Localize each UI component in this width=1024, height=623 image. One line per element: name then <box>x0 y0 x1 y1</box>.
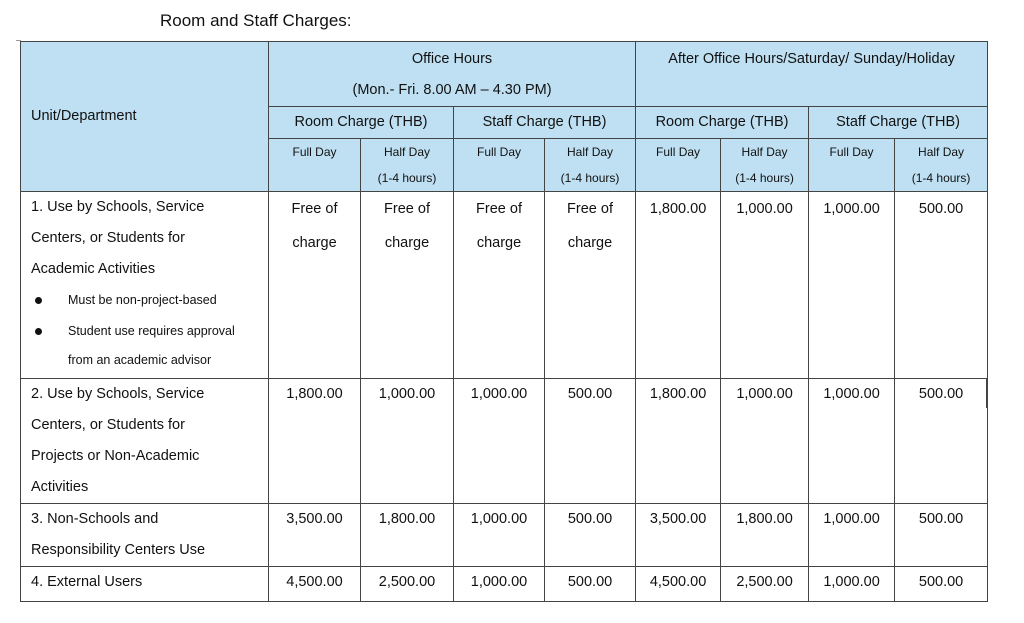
divider <box>986 378 987 408</box>
cell-text: Free of <box>384 201 430 217</box>
cell-value: 2,500.00 <box>721 567 809 602</box>
row-label-line: Centers, or Students for <box>31 230 185 246</box>
cell-value: 500.00 <box>895 192 988 379</box>
half-day-hours: (1-4 hours) <box>560 171 620 185</box>
header-unit-label: Unit/Department <box>31 108 137 124</box>
half-day-label: Half Day <box>918 145 965 159</box>
row-label-line: 4. External Users <box>31 574 143 590</box>
header-after-hours <box>636 42 988 107</box>
cell-text: Free of <box>476 201 522 217</box>
cell-text: Free of <box>567 201 613 217</box>
table-row <box>21 504 988 567</box>
cell-value <box>454 192 545 379</box>
cell-value: 500.00 <box>895 504 988 567</box>
header-full-day <box>454 139 545 192</box>
header-row-periods <box>21 42 988 107</box>
half-day-label: Half Day <box>383 145 430 159</box>
cell-value: 1,000.00 <box>454 504 545 567</box>
cell-value: 4,500.00 <box>636 567 721 602</box>
cell-value: 1,800.00 <box>636 192 721 379</box>
table-row <box>21 567 988 602</box>
cell-text: Free of <box>291 201 338 217</box>
row-label-line: Centers, or Students for <box>31 417 185 433</box>
page-title: Room and Staff Charges: <box>160 11 352 30</box>
cell-text: charge <box>292 235 337 251</box>
full-day-label: Full Day <box>292 145 337 159</box>
row-label-line: 2. Use by Schools, Service <box>31 386 205 402</box>
cell-value: 4,500.00 <box>269 567 361 602</box>
header-full-day <box>636 139 721 192</box>
cell-value: 1,000.00 <box>721 379 809 504</box>
row-label <box>21 379 269 504</box>
header-room-charge: Room Charge (THB) <box>269 107 454 139</box>
header-staff-charge: Staff Charge (THB) <box>454 107 636 139</box>
row-label-line: Activities <box>31 479 89 495</box>
table-row <box>21 192 988 379</box>
bullet-icon <box>35 297 42 304</box>
list-item <box>21 285 268 316</box>
row-label <box>21 567 269 602</box>
charges-table <box>20 41 988 602</box>
list-item <box>21 316 268 347</box>
header-staff-charge-after: Staff Charge (THB) <box>809 107 988 139</box>
cell-value: 3,500.00 <box>269 504 361 567</box>
cell-text: charge <box>476 235 522 251</box>
row-label <box>21 192 269 379</box>
cell-value: 2,500.00 <box>361 567 454 602</box>
office-hours-times: (Mon.- Fri. 8.00 AM – 4.30 PM) <box>352 82 552 98</box>
half-day-hours: (1-4 hours) <box>377 171 437 185</box>
full-day-label: Full Day <box>656 145 701 159</box>
header-full-day <box>269 139 361 192</box>
bullet-text: from an academic advisor <box>68 353 212 367</box>
header-half-day <box>545 139 636 192</box>
cell-value <box>361 192 454 379</box>
half-day-hours: (1-4 hours) <box>911 171 971 185</box>
list-item <box>21 347 268 373</box>
cell-value: 1,800.00 <box>636 379 721 504</box>
cell-value: 1,000.00 <box>809 504 895 567</box>
header-full-day <box>809 139 895 192</box>
cell-value: 1,800.00 <box>361 504 454 567</box>
row-label-line: 1. Use by Schools, Service <box>31 199 205 215</box>
cell-value: 500.00 <box>895 379 988 504</box>
cell-value <box>545 192 636 379</box>
row-label-line: Academic Activities <box>31 261 156 277</box>
cell-value <box>269 192 361 379</box>
cell-value: 1,000.00 <box>721 192 809 379</box>
row-label <box>21 504 269 567</box>
cell-value: 1,000.00 <box>809 379 895 504</box>
cell-value: 500.00 <box>545 504 636 567</box>
full-day-label: Full Day <box>829 145 874 159</box>
header-half-day <box>895 139 988 192</box>
table-row <box>21 379 988 504</box>
header-room-charge-after: Room Charge (THB) <box>636 107 809 139</box>
row-label-line: 3. Non-Schools and <box>31 511 159 527</box>
cell-value: 500.00 <box>545 379 636 504</box>
cell-text: charge <box>567 235 613 251</box>
bullet-icon <box>35 328 42 335</box>
header-half-day <box>721 139 809 192</box>
cell-text: charge <box>384 235 430 251</box>
header-half-day <box>361 139 454 192</box>
cell-value: 3,500.00 <box>636 504 721 567</box>
cell-value: 1,000.00 <box>454 567 545 602</box>
header-office-hours <box>269 42 636 107</box>
cell-value: 1,800.00 <box>721 504 809 567</box>
cell-value: 1,800.00 <box>269 379 361 504</box>
row-label-line: Responsibility Centers Use <box>31 542 206 558</box>
half-day-hours: (1-4 hours) <box>735 171 794 185</box>
row-label-line: Projects or Non-Academic <box>31 448 200 464</box>
full-day-label: Full Day <box>476 145 521 159</box>
half-day-label: Half Day <box>741 145 788 159</box>
cell-value: 1,000.00 <box>454 379 545 504</box>
cell-value: 500.00 <box>545 567 636 602</box>
bullet-text: Student use requires approval <box>68 324 235 338</box>
office-hours-label: Office Hours <box>411 51 493 67</box>
half-day-label: Half Day <box>567 145 614 159</box>
requirements-list <box>21 285 268 373</box>
header-unit-department <box>21 42 269 192</box>
after-hours-label: After Office Hours/Saturday/ Sunday/Holiday <box>668 51 955 67</box>
bullet-text: Must be non-project-based <box>68 293 217 307</box>
cell-value: 1,000.00 <box>809 567 895 602</box>
cell-value: 1,000.00 <box>361 379 454 504</box>
cell-value: 500.00 <box>895 567 988 602</box>
cell-value: 1,000.00 <box>809 192 895 379</box>
